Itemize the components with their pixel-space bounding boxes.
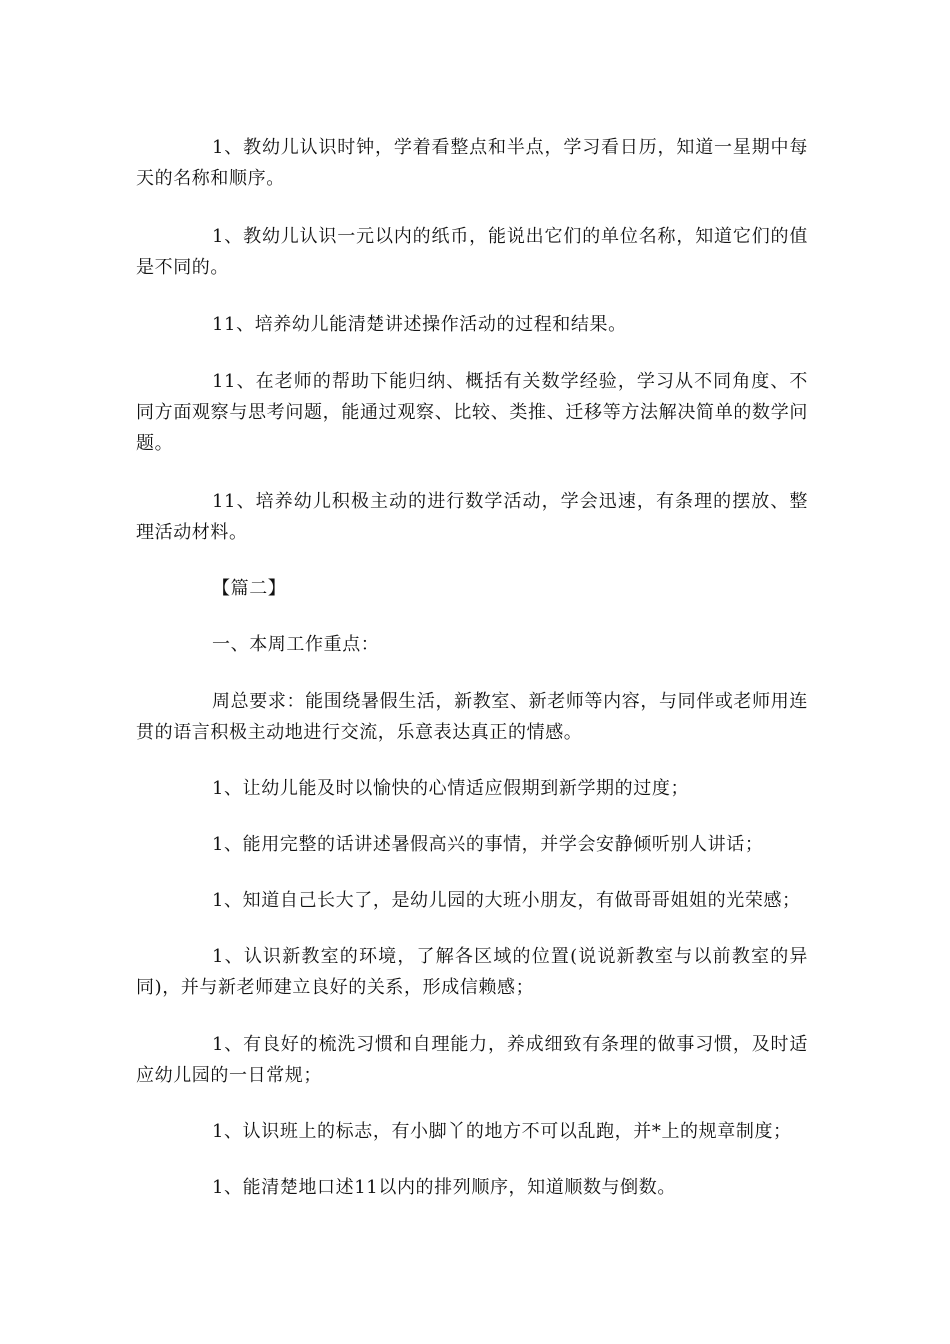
- paragraph-adapt-semester: 1、让幼儿能及时以愉快的心情适应假期到新学期的过度；: [212, 778, 690, 799]
- paragraph-paper-money: 1、教幼儿认识一元以内的纸币，能说出它们的单位名称，知道它们的值是不同的。: [136, 226, 808, 278]
- paragraph-grown-up: 1、知道自己长大了，是幼儿园的大班小朋友，有做哥哥姐姐的光荣感；: [212, 890, 801, 911]
- paragraph-math-experience: 11、在老师的帮助下能归纳、概括有关数学经验，学习从不同角度、不同方面观察与思考问题，能通过观察、比较、类推、迁移等方法解决简单的数学问题。: [136, 371, 808, 454]
- paragraph-new-classroom: 1、认识新教室的环境，了解各区域的位置(说说新教室与以前教室的异同)，并与新老师建立良好的关系，形成信赖感；: [136, 946, 808, 998]
- paragraph-summer-story: 1、能用完整的话讲述暑假高兴的事情，并学会安静倾听别人讲话；: [212, 834, 764, 855]
- paragraph-weekly-requirement: 周总要求：能围绕暑假生活，新教室、新老师等内容，与同伴或老师用连贯的语言积极主动地进行交流，乐意表达真正的情感。: [136, 691, 808, 743]
- paragraph-class-signs: 1、认识班上的标志，有小脚丫的地方不可以乱跑，并*上的规章制度；: [212, 1121, 792, 1142]
- paragraph-counting-order: 1、能清楚地口述11以内的排列顺序，知道顺数与倒数。: [212, 1177, 676, 1198]
- paragraph-organize-materials: 11、培养幼儿积极主动的进行数学活动，学会迅速，有条理的摆放、整理活动材料。: [136, 491, 808, 543]
- section-heading-part-two: 【篇二】: [212, 578, 287, 599]
- paragraph-narrate-process: 11、培养幼儿能清楚讲述操作活动的过程和结果。: [212, 314, 627, 335]
- paragraph-clock-calendar: 1、教幼儿认识时钟，学着看整点和半点，学习看日历，知道一星期中每天的名称和顺序。: [136, 137, 808, 189]
- paragraph-self-care: 1、有良好的梳洗习惯和自理能力，养成细致有条理的做事习惯，及时适应幼儿园的一日常规；: [136, 1034, 808, 1086]
- section-heading-weekly-focus: 一、本周工作重点：: [212, 634, 380, 655]
